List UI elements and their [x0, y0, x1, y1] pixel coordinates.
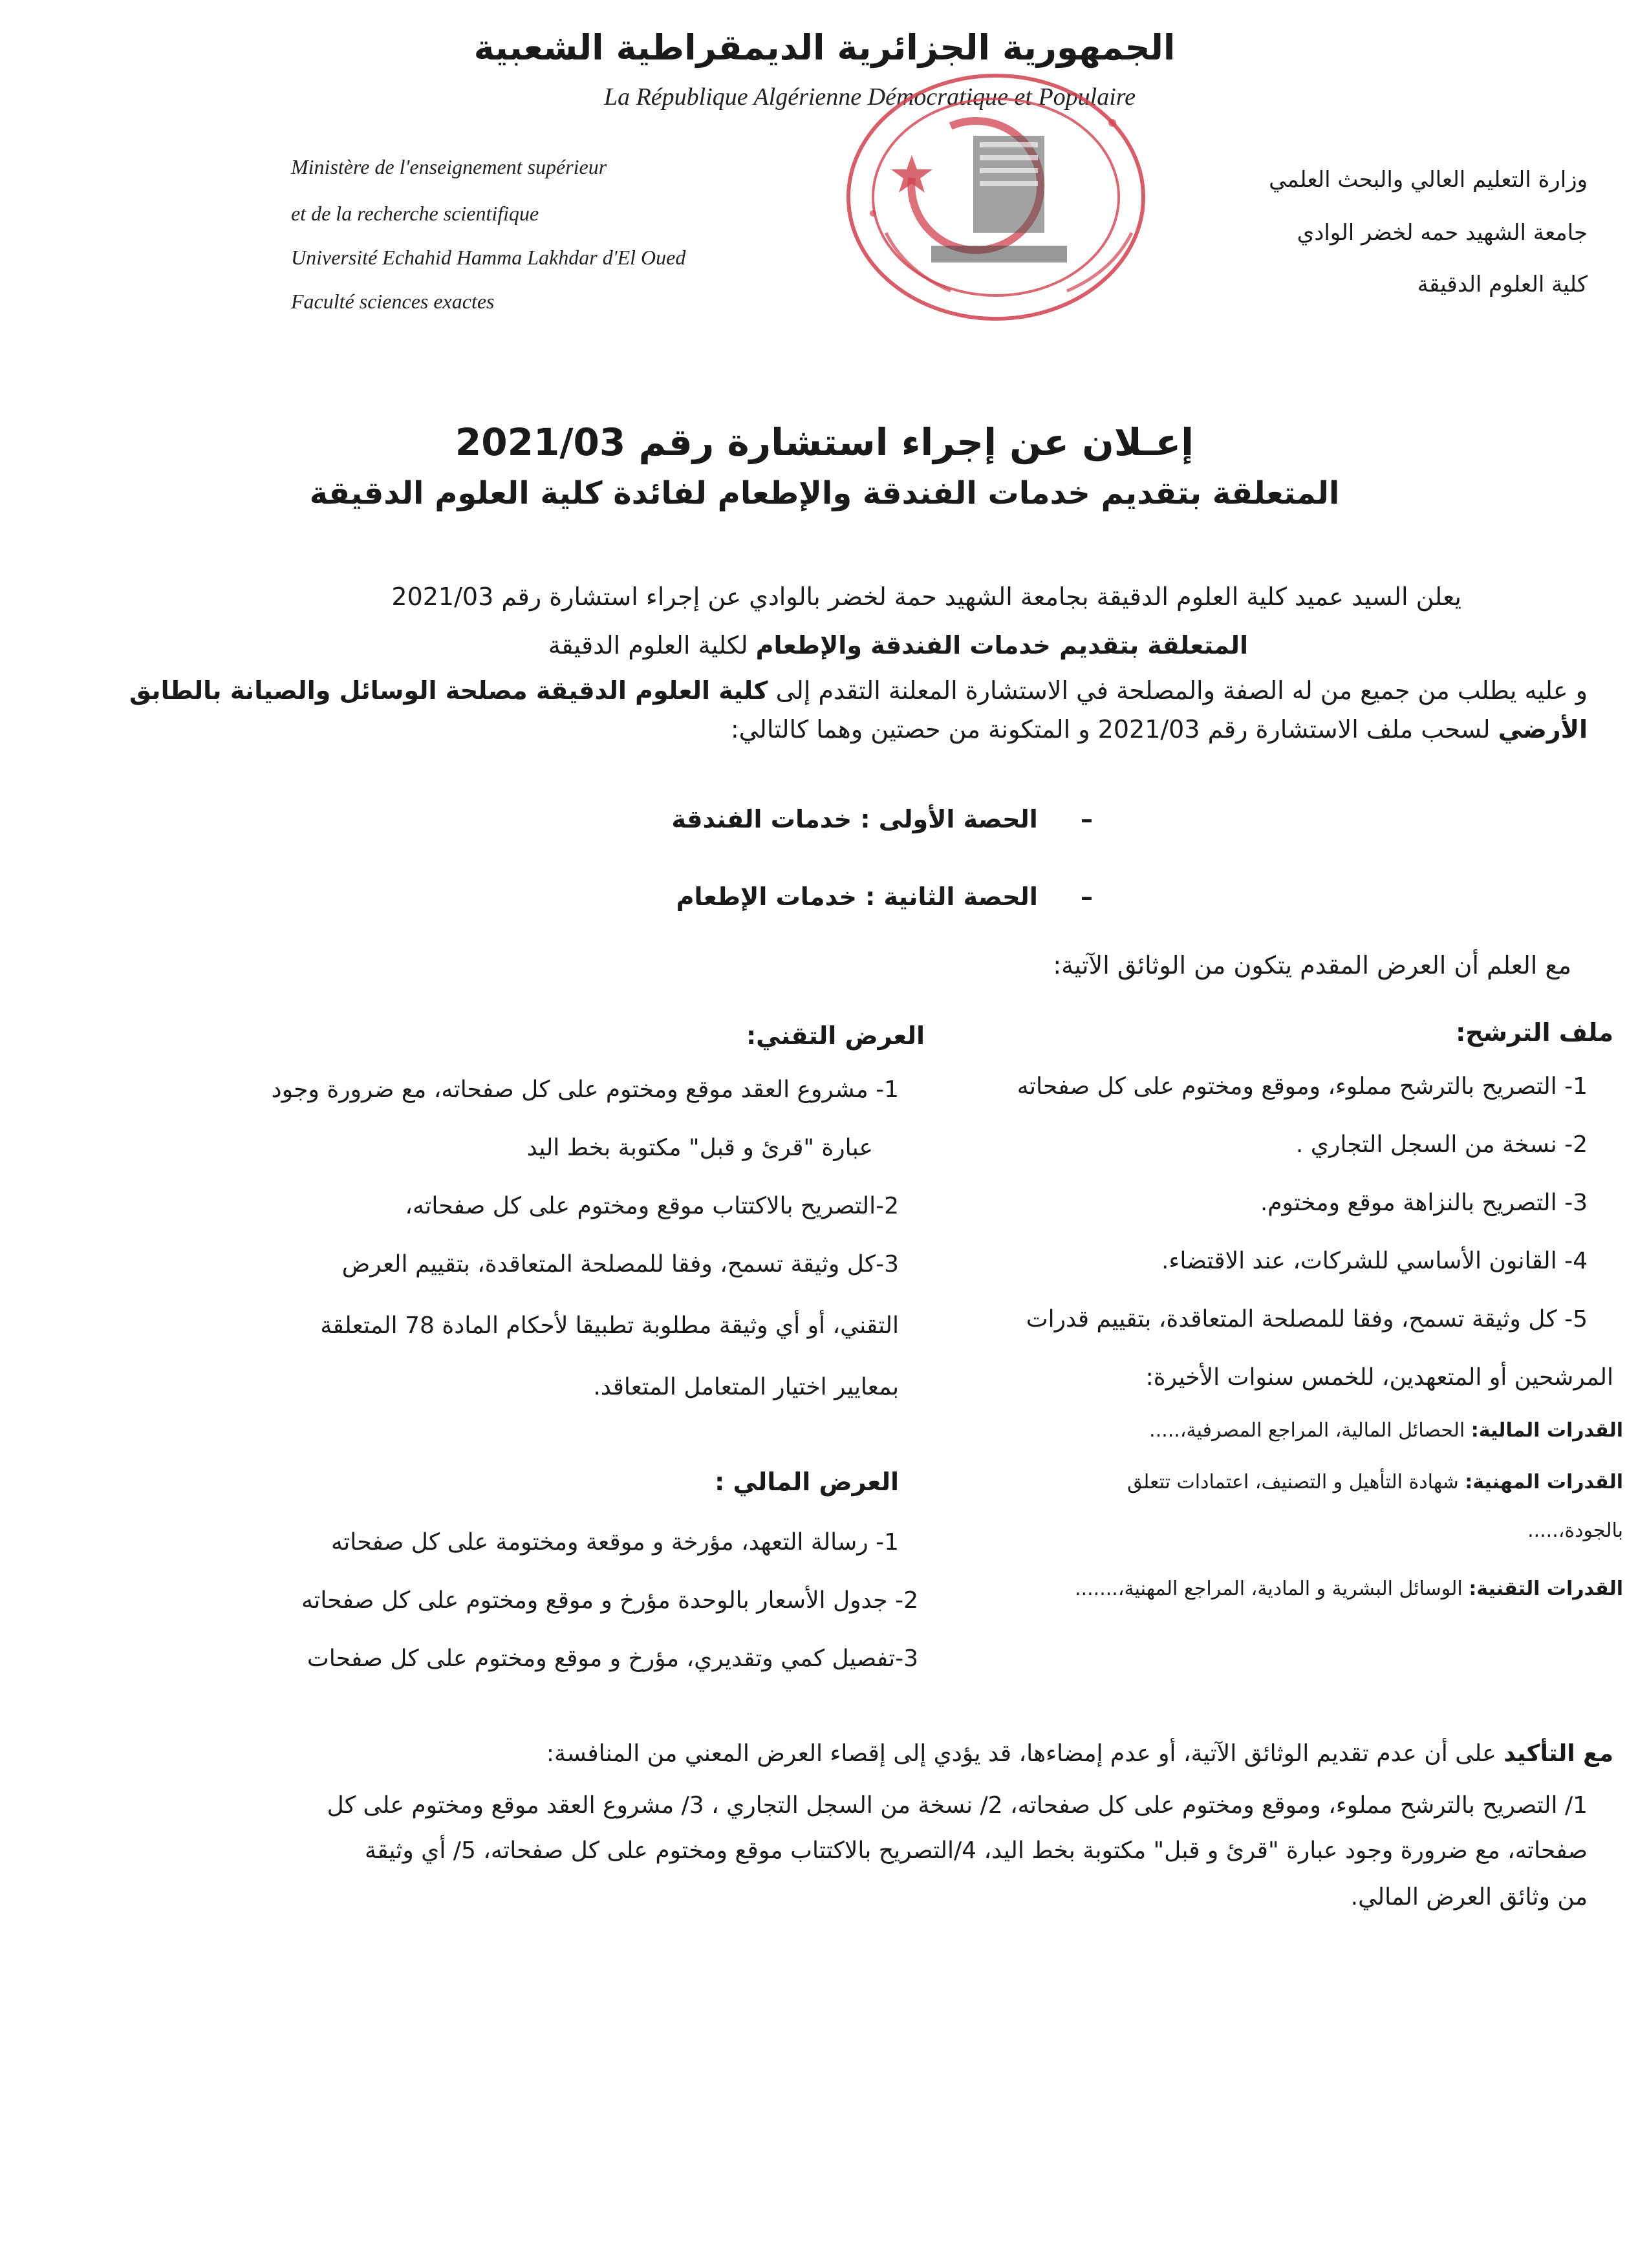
- university-ar: جامعة الشهيد حمه لخضر الوادي: [1297, 220, 1588, 246]
- faculty-ar: كلية العلوم الدقيقة: [1417, 272, 1588, 297]
- emphasis-line-3: من وثائق العرض المالي.: [1350, 1884, 1588, 1910]
- intro-line-4-bold: الأرضي: [1498, 715, 1588, 744]
- technical-line-6: بمعايير اختيار المتعامل المتعاقد.: [593, 1374, 899, 1400]
- financial-line-2: 2- جدول الأسعار بالوحدة مؤرخ و موقع ومختوم على كل صفحاته: [301, 1587, 918, 1614]
- financial-line-3: 3-تفصيل كمي وتقديري، مؤرخ و موقع ومختوم على كل صفحات: [307, 1645, 918, 1672]
- emphasis-line-1: 1/ التصريح بالترشح مملوء، وموقع ومختوم على كل صفحاته، 2/ نسخة من السجل التجاري ، 3/ مشروع العقد موقع ومختوم على كل: [327, 1792, 1588, 1819]
- republic-title-fr: La République Algérienne Démocratique et Populaire: [603, 83, 1136, 111]
- candidature-item-4: 4- القانون الأساسي للشركات، عند الاقتضاء.: [1161, 1248, 1588, 1274]
- lot-1: – الحصة الأولى : خدمات الفندقة: [671, 805, 1093, 833]
- emphasis-line-2: صفحاته، مع ضرورة وجود عبارة "قرئ و قبل" مكتوبة بخط اليد، 4/التصريح بالاكتتاب موقع ومختوم على كل صفحاته، 5/ أي وثيقة: [364, 1837, 1588, 1864]
- capacity-professional: [1127, 1471, 1623, 1493]
- faculty-fr: Faculté sciences exactes: [291, 290, 495, 313]
- intro-line-2-bold: المتعلقة بتقديم خدمات الفندقة والإطعام: [755, 631, 1248, 659]
- capacity-financial: [1149, 1419, 1623, 1442]
- technical-line-1: 1- مشروع العقد موقع ومختوم على كل صفحاته، مع ضرورة وجود: [271, 1076, 899, 1103]
- capacity-technical-label: القدرات التقنية:: [1469, 1578, 1623, 1600]
- announcement-subtitle: المتعلقة بتقديم خدمات الفندقة والإطعام لفائدة كلية العلوم الدقيقة: [309, 475, 1340, 511]
- candidature-item-5-cont: المرشحين أو المتعهدين، للخمس سنوات الأخيرة:: [1145, 1364, 1613, 1391]
- university-fr: Université Echahid Hamma Lakhdar d'El Oued: [291, 246, 686, 269]
- candidature-item-2: 2- نسخة من السجل التجاري .: [1295, 1131, 1588, 1158]
- capacity-professional-cont: بالجودة،.....: [1527, 1519, 1623, 1542]
- candidature-label: ملف الترشح:: [1456, 1018, 1613, 1047]
- financial-offer-label: العرض المالي :: [715, 1468, 899, 1496]
- announcement-title: إعـلان عن إجراء استشارة رقم 2021/03: [455, 420, 1194, 464]
- intro-line-4: [731, 714, 1588, 745]
- ministry-fr-line-2: et de la recherche scientifique: [291, 202, 539, 225]
- candidature-item-5: 5- كل وثيقة تسمح، وفقا للمصلحة المتعاقدة، بتقييم قدرات: [1026, 1306, 1588, 1332]
- intro-line-4-rest: لسحب ملف الاستشارة رقم 2021/03 و المتكونة من حصتين وهما كالتالي:: [730, 715, 1498, 744]
- technical-line-3: 2-التصريح بالاكتتاب موقع ومختوم على كل صفحاته،: [405, 1193, 899, 1219]
- candidature-item-1: 1- التصريح بالترشح مملوء، وموقع ومختوم على كل صفحاته: [1017, 1073, 1588, 1100]
- technical-line-5: التقني، أو أي وثيقة مطلوبة تطبيقا لأحكام المادة 78 المتعلقة: [320, 1312, 899, 1339]
- republic-title-ar: الجمهورية الجزائرية الديمقراطية الشعبية: [473, 27, 1176, 68]
- intro-line-1: يعلن السيد عميد كلية العلوم الدقيقة بجامعة الشهيد حمة لخضر بالوادي عن إجراء استشارة رقم 2021/03: [391, 583, 1461, 611]
- intro-line-3-bold: كلية العلوم الدقيقة مصلحة الوسائل والصيانة بالطابق: [129, 676, 768, 705]
- official-stamp: [834, 65, 1170, 336]
- lot-2-label: الحصة الثانية : خدمات الإطعام: [676, 883, 1038, 911]
- technical-line-2: عبارة "قرئ و قبل" مكتوبة بخط اليد: [526, 1135, 873, 1161]
- capacity-financial-text: الحصائل المالية، المراجع المصرفية،.....: [1149, 1419, 1471, 1442]
- technical-offer-label: العرض التقني:: [746, 1022, 925, 1050]
- capacity-technical: [1075, 1578, 1623, 1600]
- intro-line-2-rest: لكلية العلوم الدقيقة: [548, 631, 756, 659]
- lot-1-label: الحصة الأولى : خدمات الفندقة: [671, 805, 1038, 833]
- lot-2: – الحصة الثانية : خدمات الإطعام: [676, 883, 1093, 911]
- ministry-fr-line-1: Ministère de l'enseignement supérieur: [291, 155, 607, 178]
- intro-line-3-start: و عليه يطلب من جميع من له الصفة والمصلحة في الاستشارة المعلنة التقدم إلى: [768, 676, 1588, 705]
- capacity-professional-text: شهادة التأهيل و التصنيف، اعتمادات تتعلق: [1127, 1471, 1465, 1493]
- capacity-financial-label: القدرات المالية:: [1471, 1419, 1623, 1442]
- candidature-item-3: 3- التصريح بالنزاهة موقع ومختوم.: [1260, 1190, 1588, 1216]
- capacity-technical-text: الوسائل البشرية و المادية، المراجع المهنية،.......: [1075, 1578, 1469, 1600]
- capacity-professional-label: القدرات المهنية:: [1465, 1471, 1623, 1493]
- intro-line-2: [548, 630, 1248, 661]
- intro-line-3: [129, 676, 1588, 707]
- emphasis-text: على أن عدم تقديم الوثائق الآتية، أو عدم إمضاءها، قد يؤدي إلى إقصاء العرض المعني من المنافسة:: [546, 1740, 1504, 1767]
- emphasis-label: مع التأكيد: [1503, 1740, 1613, 1767]
- technical-line-4: 3-كل وثيقة تسمح، وفقا للمصلحة المتعاقدة، بتقييم العرض: [341, 1251, 899, 1278]
- documents-note: مع العلم أن العرض المقدم يتكون من الوثائق الآتية:: [1053, 951, 1571, 979]
- ministry-ar: وزارة التعليم العالي والبحث العلمي: [1269, 167, 1588, 193]
- financial-line-1: 1- رسالة التعهد، مؤرخة و موقعة ومختومة على كل صفحاته: [330, 1529, 899, 1556]
- emphasis-intro: [546, 1739, 1613, 1768]
